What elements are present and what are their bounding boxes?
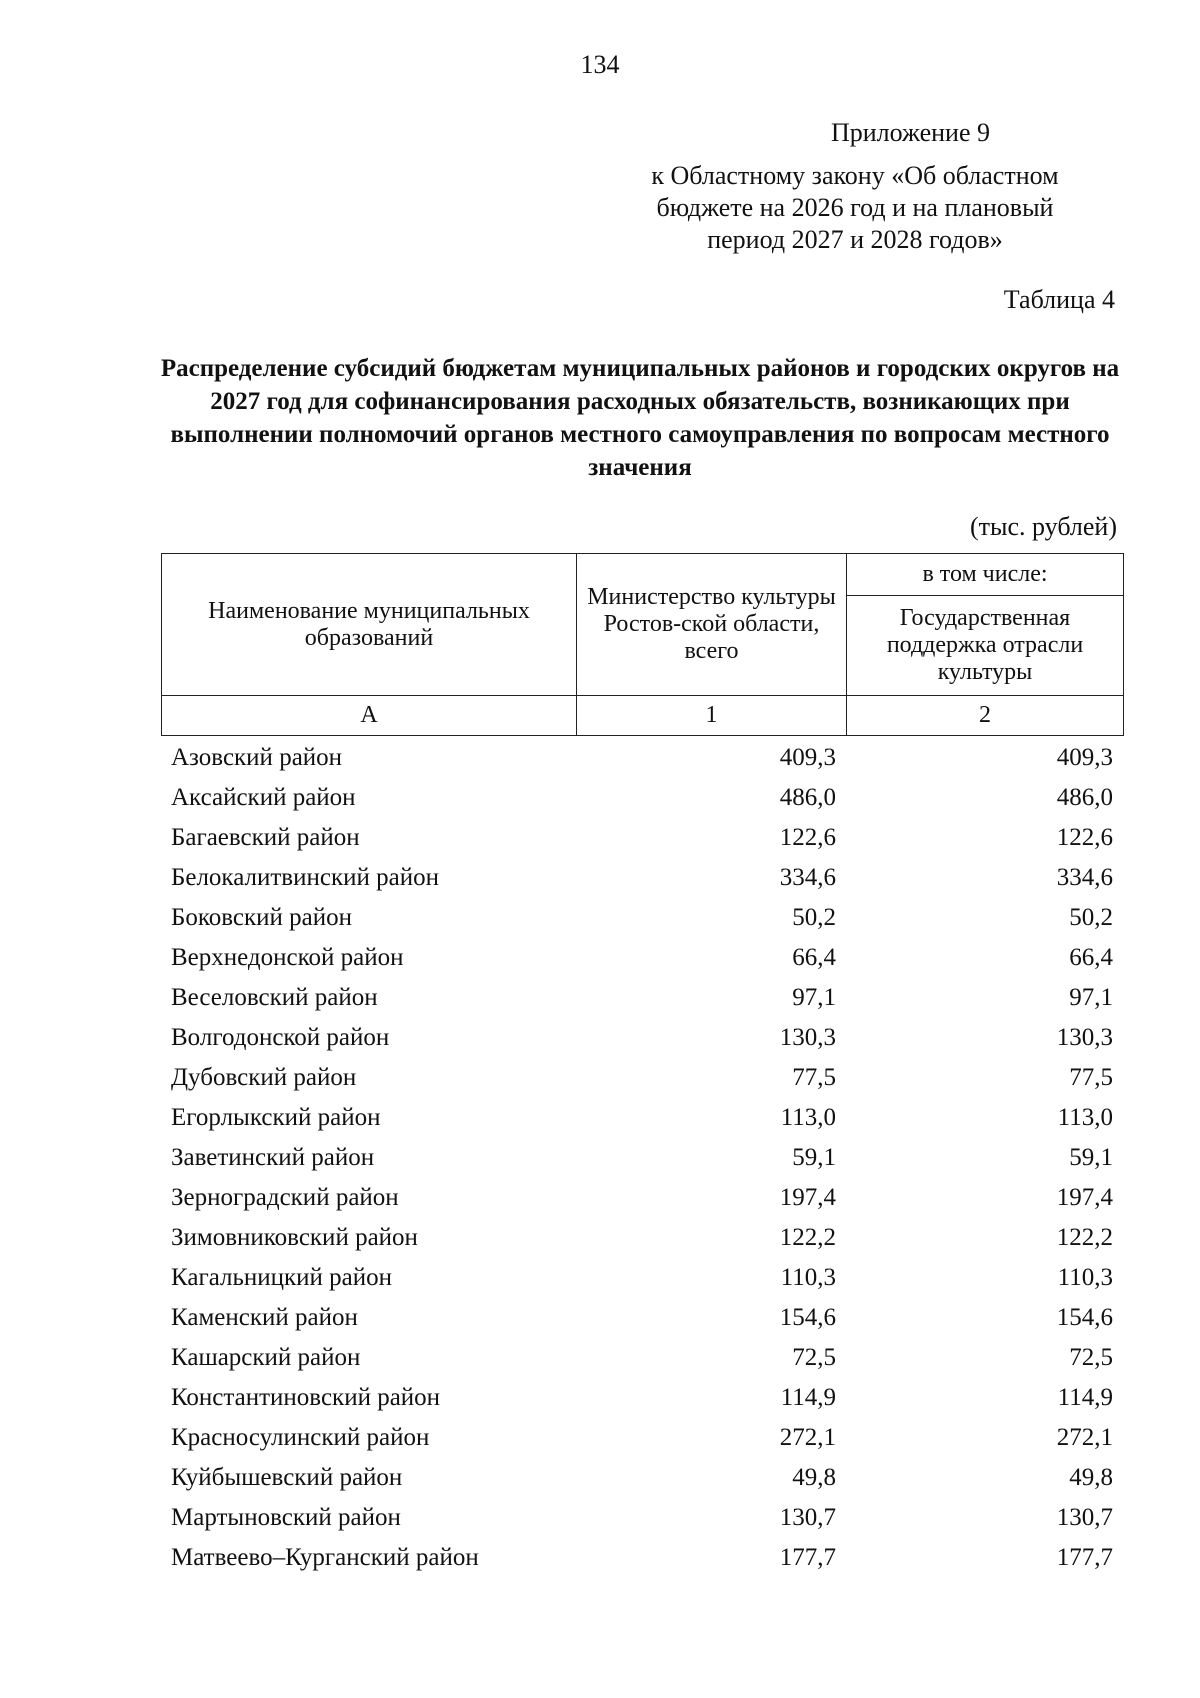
municipality-name: Аксайский район [171,784,356,811]
document-title: Распределение субсидий бюджетам муниципальных районов и городских округов на 2027 год для софинансирования расходных обязательств, возникающих при выполнении полномочий органов местного самоуправления по вопросам местного значения [160,355,1120,481]
column-index-1: 1 [577,696,847,736]
table-row [161,978,1123,1018]
column-index-a: А [162,696,577,736]
municipality-name: Кашарский район [171,1344,361,1371]
state-support-value: 66,4 [1069,944,1113,971]
municipality-name: Егорлыкский район [171,1104,381,1131]
state-support-value: 272,1 [1056,1424,1113,1451]
state-support-value: 177,7 [1056,1544,1113,1571]
table-row [161,1218,1123,1258]
state-support-value: 122,2 [1056,1224,1113,1251]
municipality-name: Зерноградский район [171,1184,399,1211]
table-row [161,1418,1123,1458]
ministry-total-value: 113,0 [780,1104,836,1131]
table-row [161,778,1123,818]
state-support-value: 49,8 [1069,1464,1113,1491]
ministry-total-value: 130,3 [779,1024,836,1051]
municipality-name: Красносулинский район [171,1424,430,1451]
table-number: Таблица 4 [1003,285,1115,314]
municipality-name: Дубовский район [171,1064,357,1091]
ministry-total-value: 486,0 [779,784,836,811]
table-row [161,818,1123,858]
municipality-name: Заветинский район [171,1144,375,1171]
ministry-total-value: 110,3 [780,1264,836,1291]
municipality-name: Белокалитвинский район [171,864,439,891]
table-row [161,1338,1123,1378]
table-row [161,1018,1123,1058]
municipality-name: Верхнедонской район [171,944,404,971]
ministry-total-value: 59,1 [792,1144,836,1171]
table-row [161,1298,1123,1338]
table-body [161,738,1123,1578]
ministry-total-value: 154,6 [779,1304,836,1331]
ministry-total-value: 114,9 [780,1384,836,1411]
state-support-value: 97,1 [1069,984,1113,1011]
state-support-value: 59,1 [1069,1144,1113,1171]
municipality-name: Багаевский район [171,824,360,851]
state-support-value: 122,6 [1056,824,1113,851]
state-support-value: 130,3 [1056,1024,1113,1051]
table-header [161,553,1124,736]
ministry-total-value: 272,1 [779,1424,836,1451]
header-including: в том числе: [847,554,1124,596]
table-row [161,1138,1123,1178]
municipality-name: Кагальницкий район [171,1264,393,1291]
ministry-total-value: 130,7 [779,1504,836,1531]
table-row [161,738,1123,778]
table-row [161,1458,1123,1498]
municipality-name: Зимовниковский район [171,1224,418,1251]
table-row [161,1258,1123,1298]
municipality-name: Куйбышевский район [171,1464,403,1491]
municipality-name: Мартыновский район [171,1504,401,1531]
appendix-label: Приложение 9 [830,118,990,147]
state-support-value: 113,0 [1057,1104,1113,1131]
municipality-name: Веселовский район [171,984,378,1011]
ministry-total-value: 97,1 [792,984,836,1011]
state-support-value: 72,5 [1069,1344,1113,1371]
ministry-total-value: 122,2 [779,1224,836,1251]
page-number: 134 [580,50,620,79]
ministry-total-value: 122,6 [779,824,836,851]
ministry-total-value: 177,7 [779,1544,836,1571]
state-support-value: 77,5 [1069,1064,1113,1091]
header-ministry-total: Министерство культуры Ростов-ской области, всего [577,554,847,696]
units-label: (тыс. рублей) [969,512,1117,541]
table-row [161,898,1123,938]
table-row [161,1058,1123,1098]
header-state-support: Государственная поддержка отрасли культуры [847,596,1124,696]
ministry-total-value: 409,3 [779,744,836,771]
law-reference: к Областному закону «Об областном бюджете на 2026 год и на плановый период 2027 и 2028 годов» [651,161,1059,254]
table-row [161,858,1123,898]
ministry-total-value: 334,6 [779,864,836,891]
state-support-value: 334,6 [1056,864,1113,891]
ministry-total-value: 49,8 [792,1464,836,1491]
municipality-name: Каменский район [171,1304,358,1331]
table-row [161,1378,1123,1418]
municipality-name: Боковский район [171,904,352,931]
state-support-value: 486,0 [1056,784,1113,811]
table-row [161,1538,1123,1578]
ministry-total-value: 50,2 [792,904,836,931]
municipality-name: Азовский район [171,744,343,771]
ministry-total-value: 72,5 [792,1344,836,1371]
table-row [161,1178,1123,1218]
state-support-value: 409,3 [1056,744,1113,771]
state-support-value: 50,2 [1069,904,1113,931]
municipality-name: Константиновский район [171,1384,441,1411]
state-support-value: 114,9 [1057,1384,1113,1411]
state-support-value: 197,4 [1056,1184,1113,1211]
ministry-total-value: 77,5 [792,1064,836,1091]
ministry-total-value: 66,4 [792,944,836,971]
state-support-value: 154,6 [1056,1304,1113,1331]
table-row [161,1498,1123,1538]
ministry-total-value: 197,4 [779,1184,836,1211]
state-support-value: 130,7 [1056,1504,1113,1531]
table-row [161,1098,1123,1138]
column-index-2: 2 [847,696,1124,736]
state-support-value: 110,3 [1057,1264,1113,1291]
table-row [161,938,1123,978]
municipality-name: Волгодонской район [171,1024,390,1051]
header-name: Наименование муниципальных образований [162,554,577,696]
municipality-name: Матвеево–Курганский район [171,1544,479,1571]
